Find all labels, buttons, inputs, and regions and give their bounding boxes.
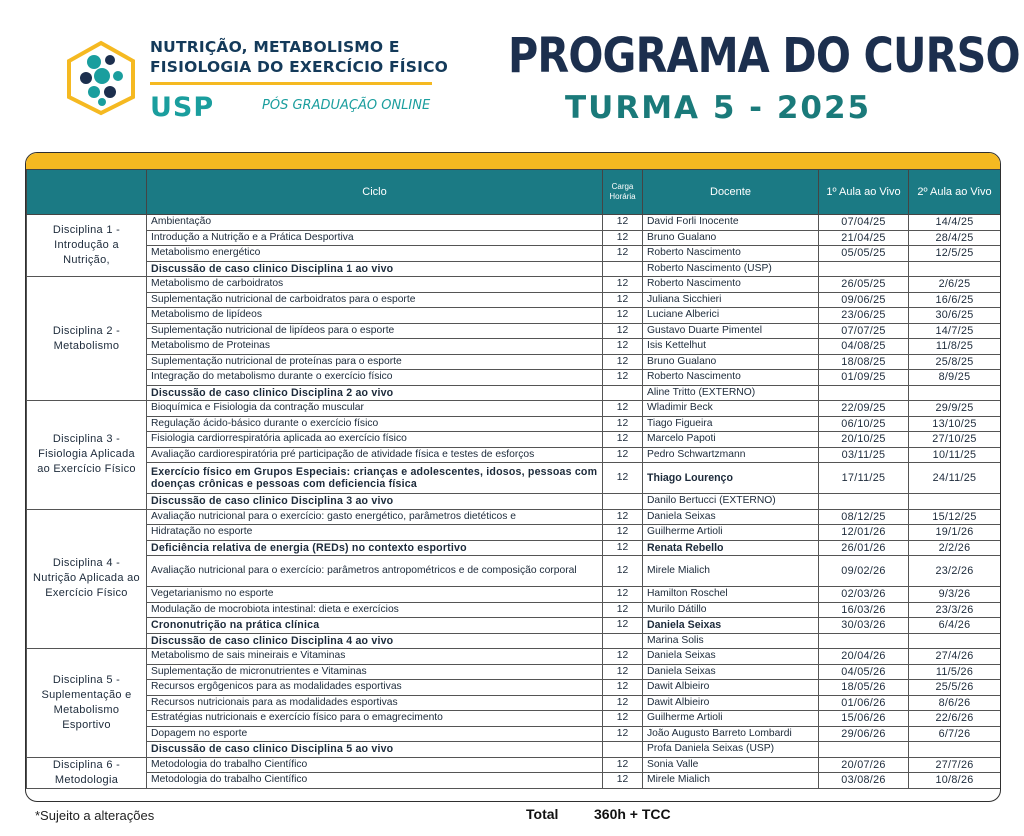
topic-cell: Deficiência relativa de energia (REDs) no contexto esportivo — [147, 540, 603, 556]
topic-cell: Metabolismo de Proteinas — [147, 339, 603, 355]
topic-cell: Hidratação no esporte — [147, 525, 603, 541]
program-table — [26, 169, 1001, 789]
topic-cell: Avaliação cardiorespiratória pré participação de atividade física e testes de esforços — [147, 447, 603, 463]
topic-cell: Exercício físico em Grupos Especiais: crianças e adolescentes, idosos, pessoas com doenças crônicas e pessoas com deficiencia física — [147, 463, 603, 494]
header-docente: Docente — [643, 170, 819, 215]
first-live-class-cell: 04/05/26 — [819, 664, 909, 680]
hours-cell: 12 — [603, 215, 643, 231]
hours-cell: 12 — [603, 649, 643, 665]
table-row — [27, 385, 1001, 401]
second-live-class-cell: 10/11/25 — [909, 447, 1001, 463]
table-row — [27, 556, 1001, 587]
topic-cell: Suplementação de micronutrientes e Vitaminas — [147, 664, 603, 680]
hours-cell: 12 — [603, 695, 643, 711]
first-live-class-cell: 08/12/25 — [819, 509, 909, 525]
second-live-class-cell: 30/6/25 — [909, 308, 1001, 324]
teacher-cell: Danilo Bertucci (EXTERNO) — [643, 494, 819, 510]
teacher-cell: Isis Kettelhut — [643, 339, 819, 355]
first-live-class-cell: 03/08/26 — [819, 773, 909, 789]
second-live-class-cell: 19/1/26 — [909, 525, 1001, 541]
hours-cell — [603, 633, 643, 649]
first-live-class-cell: 18/08/25 — [819, 354, 909, 370]
teacher-cell: Pedro Schwartzmann — [643, 447, 819, 463]
topic-cell: Recursos nutricionais para as modalidades esportivas — [147, 695, 603, 711]
first-live-class-cell: 01/09/25 — [819, 370, 909, 386]
table-row — [27, 680, 1001, 696]
hours-cell: 12 — [603, 726, 643, 742]
table-row — [27, 323, 1001, 339]
first-live-class-cell: 17/11/25 — [819, 463, 909, 494]
table-body — [27, 215, 1001, 789]
teacher-cell: Dawit Albieiro — [643, 680, 819, 696]
first-live-class-cell: 20/10/25 — [819, 432, 909, 448]
teacher-cell: David Forli Inocente — [643, 215, 819, 231]
second-live-class-cell: 2/6/25 — [909, 277, 1001, 293]
table-row — [27, 757, 1001, 773]
table-row — [27, 230, 1001, 246]
hours-cell: 12 — [603, 757, 643, 773]
hours-cell: 12 — [603, 463, 643, 494]
first-live-class-cell: 09/02/26 — [819, 556, 909, 587]
topic-cell: Estratégias nutricionais e exercício físico para o emagrecimento — [147, 711, 603, 727]
second-live-class-cell: 16/6/25 — [909, 292, 1001, 308]
second-live-class-cell: 8/6/26 — [909, 695, 1001, 711]
table-row — [27, 463, 1001, 494]
first-live-class-cell: 12/01/26 — [819, 525, 909, 541]
discipline-cell: Disciplina 4 - Nutrição Aplicada ao Exercício Físico — [27, 509, 147, 649]
teacher-cell: Guilherme Artioli — [643, 711, 819, 727]
topic-cell: Discussão de caso clinico Disciplina 1 ao vivo — [147, 261, 603, 277]
topic-cell: Introdução a Nutrição e a Prática Desportiva — [147, 230, 603, 246]
second-live-class-cell: 25/5/26 — [909, 680, 1001, 696]
second-live-class-cell: 8/9/25 — [909, 370, 1001, 386]
topic-cell: Recursos ergôgenicos para as modalidades esportivas — [147, 680, 603, 696]
first-live-class-cell: 03/11/25 — [819, 447, 909, 463]
table-row — [27, 246, 1001, 262]
teacher-cell: Bruno Gualano — [643, 354, 819, 370]
second-live-class-cell: 9/3/26 — [909, 587, 1001, 603]
hours-cell: 12 — [603, 354, 643, 370]
first-live-class-cell — [819, 633, 909, 649]
page-title: PROGRAMA DO CURSO — [508, 28, 1020, 84]
second-live-class-cell: 6/4/26 — [909, 618, 1001, 634]
table-row — [27, 742, 1001, 758]
topic-cell: Integração do metabolismo durante o exercício físico — [147, 370, 603, 386]
topic-cell: Suplementação nutricional de carboidratos para o esporte — [147, 292, 603, 308]
teacher-cell: Thiago Lourenço — [643, 463, 819, 494]
second-live-class-cell: 13/10/25 — [909, 416, 1001, 432]
teacher-cell: Tiago Figueira — [643, 416, 819, 432]
table-row — [27, 633, 1001, 649]
second-live-class-cell: 12/5/25 — [909, 246, 1001, 262]
table-row — [27, 649, 1001, 665]
second-live-class-cell: 27/10/25 — [909, 432, 1001, 448]
second-live-class-cell: 14/4/25 — [909, 215, 1001, 231]
hours-cell: 12 — [603, 323, 643, 339]
teacher-cell: Roberto Nascimento — [643, 246, 819, 262]
table-row — [27, 540, 1001, 556]
header-blank — [27, 170, 147, 215]
brand-line-1: NUTRIÇÃO, METABOLISMO E — [150, 38, 400, 56]
second-live-class-cell: 24/11/25 — [909, 463, 1001, 494]
second-live-class-cell — [909, 494, 1001, 510]
hours-cell: 12 — [603, 401, 643, 417]
pos-graduacao-label: PÓS GRADUAÇÃO ONLINE — [262, 98, 431, 113]
discipline-cell: Disciplina 3 - Fisiologia Aplicada ao Exercício Físico — [27, 401, 147, 510]
topic-cell: Metabolismo de sais mineirais e Vitaminas — [147, 649, 603, 665]
teacher-cell: Daniela Seixas — [643, 509, 819, 525]
course-logo-icon — [64, 40, 138, 116]
teacher-cell: Sonia Valle — [643, 757, 819, 773]
topic-cell: Modulação de mocrobiota intestinal: dieta e exercícios — [147, 602, 603, 618]
teacher-cell: Juliana Sicchieri — [643, 292, 819, 308]
discipline-cell: Disciplina 6 - Metodologia — [27, 757, 147, 788]
usp-logo: USP — [150, 92, 215, 123]
first-live-class-cell: 09/06/25 — [819, 292, 909, 308]
hours-cell — [603, 261, 643, 277]
hours-cell: 12 — [603, 277, 643, 293]
hours-cell: 12 — [603, 339, 643, 355]
page-subtitle: TURMA 5 - 2025 — [565, 90, 872, 126]
first-live-class-cell: 07/04/25 — [819, 215, 909, 231]
topic-cell: Regulação ácido-básico durante o exercício físico — [147, 416, 603, 432]
hours-cell: 12 — [603, 773, 643, 789]
table-row — [27, 509, 1001, 525]
first-live-class-cell: 26/01/26 — [819, 540, 909, 556]
second-live-class-cell — [909, 261, 1001, 277]
second-live-class-cell: 11/5/26 — [909, 664, 1001, 680]
hours-cell: 12 — [603, 370, 643, 386]
total-label: Total — [526, 806, 559, 822]
first-live-class-cell: 30/03/26 — [819, 618, 909, 634]
topic-cell: Metodologia do trabalho Científico — [147, 757, 603, 773]
topic-cell: Vegetarianismo no esporte — [147, 587, 603, 603]
hours-cell: 12 — [603, 416, 643, 432]
table-row — [27, 664, 1001, 680]
second-live-class-cell: 23/3/26 — [909, 602, 1001, 618]
topic-cell: Dopagem no esporte — [147, 726, 603, 742]
hours-cell: 12 — [603, 447, 643, 463]
hours-cell — [603, 494, 643, 510]
topic-cell: Discussão de caso clinico Disciplina 2 ao vivo — [147, 385, 603, 401]
table-row — [27, 432, 1001, 448]
second-live-class-cell: 22/6/26 — [909, 711, 1001, 727]
topic-cell: Discussão de caso clinico Disciplina 3 ao vivo — [147, 494, 603, 510]
table-row — [27, 695, 1001, 711]
teacher-cell: Bruno Gualano — [643, 230, 819, 246]
first-live-class-cell: 20/07/26 — [819, 757, 909, 773]
hours-cell: 12 — [603, 432, 643, 448]
second-live-class-cell: 25/8/25 — [909, 354, 1001, 370]
first-live-class-cell: 07/07/25 — [819, 323, 909, 339]
hours-cell: 12 — [603, 525, 643, 541]
first-live-class-cell: 18/05/26 — [819, 680, 909, 696]
first-live-class-cell: 06/10/25 — [819, 416, 909, 432]
topic-cell: Suplementação nutricional de lipídeos para o esporte — [147, 323, 603, 339]
second-live-class-cell: 14/7/25 — [909, 323, 1001, 339]
second-live-class-cell: 28/4/25 — [909, 230, 1001, 246]
table-row — [27, 354, 1001, 370]
teacher-cell: Daniela Seixas — [643, 664, 819, 680]
first-live-class-cell — [819, 261, 909, 277]
teacher-cell: Luciane Alberici — [643, 308, 819, 324]
topic-cell: Metabolismo energético — [147, 246, 603, 262]
brand-divider — [150, 82, 432, 85]
teacher-cell: Roberto Nascimento — [643, 370, 819, 386]
hours-cell: 12 — [603, 308, 643, 324]
program-table-frame — [25, 152, 1001, 802]
teacher-cell: Mirele Mialich — [643, 773, 819, 789]
header-carga: Carga Horária — [603, 170, 643, 215]
header-ciclo: Ciclo — [147, 170, 603, 215]
table-row — [27, 416, 1001, 432]
first-live-class-cell: 02/03/26 — [819, 587, 909, 603]
topic-cell: Metodologia do trabalho Científico — [147, 773, 603, 789]
hours-cell — [603, 742, 643, 758]
teacher-cell: Renata Rebello — [643, 540, 819, 556]
first-live-class-cell: 05/05/25 — [819, 246, 909, 262]
teacher-cell: Marcelo Papoti — [643, 432, 819, 448]
hours-cell: 12 — [603, 680, 643, 696]
table-row — [27, 308, 1001, 324]
header — [0, 0, 1024, 150]
hours-cell: 12 — [603, 618, 643, 634]
table-row — [27, 602, 1001, 618]
first-live-class-cell: 20/04/26 — [819, 649, 909, 665]
hours-cell: 12 — [603, 246, 643, 262]
first-live-class-cell: 16/03/26 — [819, 602, 909, 618]
brand-line-2: FISIOLOGIA DO EXERCÍCIO FÍSICO — [150, 58, 449, 76]
table-row — [27, 587, 1001, 603]
second-live-class-cell: 27/7/26 — [909, 757, 1001, 773]
table-row — [27, 711, 1001, 727]
first-live-class-cell — [819, 742, 909, 758]
second-live-class-cell: 6/7/26 — [909, 726, 1001, 742]
topic-cell: Avaliação nutricional para o exercício: parâmetros antropométricos e de composição corporal — [147, 556, 603, 587]
topic-cell: Suplementação nutricional de proteínas para o esporte — [147, 354, 603, 370]
second-live-class-cell: 10/8/26 — [909, 773, 1001, 789]
topic-cell: Metabolismo de carboidratos — [147, 277, 603, 293]
second-live-class-cell: 27/4/26 — [909, 649, 1001, 665]
hours-cell: 12 — [603, 540, 643, 556]
teacher-cell: Dawit Albieiro — [643, 695, 819, 711]
first-live-class-cell: 15/06/26 — [819, 711, 909, 727]
teacher-cell: Hamilton Roschel — [643, 587, 819, 603]
teacher-cell: Aline Tritto (EXTERNO) — [643, 385, 819, 401]
second-live-class-cell — [909, 633, 1001, 649]
second-live-class-cell: 29/9/25 — [909, 401, 1001, 417]
header-aula-2: 2º Aula ao Vivo — [909, 170, 1001, 215]
teacher-cell: Guilherme Artioli — [643, 525, 819, 541]
topic-cell: Metabolismo de lipídeos — [147, 308, 603, 324]
teacher-cell: Daniela Seixas — [643, 649, 819, 665]
second-live-class-cell — [909, 742, 1001, 758]
footer-note: *Sujeito a alterações — [35, 808, 155, 823]
teacher-cell: João Augusto Barreto Lombardi — [643, 726, 819, 742]
first-live-class-cell: 26/05/25 — [819, 277, 909, 293]
table-header-row — [27, 170, 1001, 215]
hours-cell: 12 — [603, 711, 643, 727]
topic-cell: Bioquímica e Fisiologia da contração muscular — [147, 401, 603, 417]
table-row — [27, 261, 1001, 277]
second-live-class-cell: 11/8/25 — [909, 339, 1001, 355]
first-live-class-cell: 04/08/25 — [819, 339, 909, 355]
hours-cell: 12 — [603, 587, 643, 603]
table-row — [27, 277, 1001, 293]
table-row — [27, 494, 1001, 510]
total-value: 360h + TCC — [594, 806, 671, 822]
teacher-cell: Murilo Dátillo — [643, 602, 819, 618]
discipline-cell: Disciplina 1 - Introdução a Nutrição, — [27, 215, 147, 277]
first-live-class-cell: 29/06/26 — [819, 726, 909, 742]
second-live-class-cell: 2/2/26 — [909, 540, 1001, 556]
discipline-cell: Disciplina 2 - Metabolismo — [27, 277, 147, 401]
teacher-cell: Gustavo Duarte Pimentel — [643, 323, 819, 339]
first-live-class-cell: 01/06/26 — [819, 695, 909, 711]
first-live-class-cell — [819, 494, 909, 510]
hours-cell: 12 — [603, 602, 643, 618]
teacher-cell: Marina Solis — [643, 633, 819, 649]
table-top-band — [26, 153, 1000, 169]
table-row — [27, 339, 1001, 355]
table-row — [27, 773, 1001, 789]
second-live-class-cell: 15/12/25 — [909, 509, 1001, 525]
table-row — [27, 726, 1001, 742]
teacher-cell: Roberto Nascimento — [643, 277, 819, 293]
second-live-class-cell — [909, 385, 1001, 401]
table-row — [27, 618, 1001, 634]
hours-cell: 12 — [603, 556, 643, 587]
hours-cell: 12 — [603, 292, 643, 308]
table-row — [27, 370, 1001, 386]
teacher-cell: Daniela Seixas — [643, 618, 819, 634]
first-live-class-cell: 22/09/25 — [819, 401, 909, 417]
first-live-class-cell: 21/04/25 — [819, 230, 909, 246]
topic-cell: Ambientação — [147, 215, 603, 231]
discipline-cell: Disciplina 5 - Suplementação e Metabolismo Esportivo — [27, 649, 147, 758]
first-live-class-cell — [819, 385, 909, 401]
topic-cell: Avaliação nutricional para o exercício: gasto energético, parâmetros dietéticos e — [147, 509, 603, 525]
table-row — [27, 525, 1001, 541]
first-live-class-cell: 23/06/25 — [819, 308, 909, 324]
teacher-cell: Mirele Mialich — [643, 556, 819, 587]
topic-cell: Crononutrição na prática clínica — [147, 618, 603, 634]
header-aula-1: 1º Aula ao Vivo — [819, 170, 909, 215]
table-row — [27, 215, 1001, 231]
teacher-cell: Roberto Nascimento (USP) — [643, 261, 819, 277]
topic-cell: Fisiologia cardiorrespiratória aplicada ao exercício físico — [147, 432, 603, 448]
hours-cell — [603, 385, 643, 401]
table-row — [27, 401, 1001, 417]
table-row — [27, 292, 1001, 308]
hours-cell: 12 — [603, 509, 643, 525]
topic-cell: Discussão de caso clinico Disciplina 4 ao vivo — [147, 633, 603, 649]
second-live-class-cell: 23/2/26 — [909, 556, 1001, 587]
hours-cell: 12 — [603, 664, 643, 680]
table-row — [27, 447, 1001, 463]
topic-cell: Discussão de caso clinico Disciplina 5 ao vivo — [147, 742, 603, 758]
teacher-cell: Wladimir Beck — [643, 401, 819, 417]
hours-cell: 12 — [603, 230, 643, 246]
teacher-cell: Profa Daniela Seixas (USP) — [643, 742, 819, 758]
